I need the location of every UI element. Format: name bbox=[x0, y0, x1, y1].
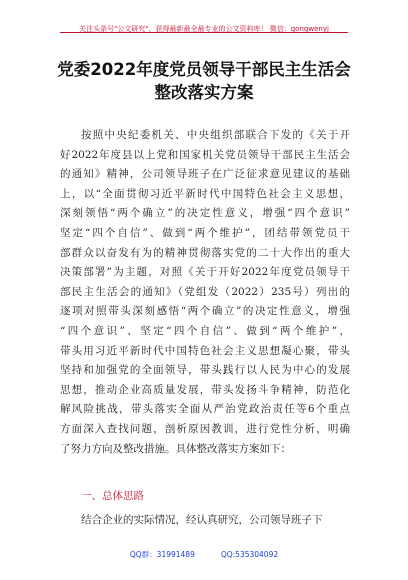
paragraph-line: 结合企业的实际情况，经认真研究，公司领导班子下 bbox=[81, 514, 323, 526]
paragraph-line: 的通知》精神，公司领导班子在广泛征求意见建议的基础 bbox=[60, 168, 350, 181]
paragraph-line: 逐项对照带头深刻感悟“两个确立”的决定性意义，增强 bbox=[60, 305, 350, 318]
header-banner-text: 关注头条号"公文研究"，获得最新最全最专业的公文资料库！ 微信：gongwenyj bbox=[79, 25, 329, 33]
paragraph-line: 方面深入查找问题，剖析原因教训，进行党性分析，明确 bbox=[60, 422, 350, 435]
paragraph-line: 深刻领悟“两个确立”的决定性意义，增强“四个意识” bbox=[60, 207, 350, 220]
paragraph-line: 部民主生活会的通知》（党组发（2022）235号）列出的 bbox=[60, 285, 350, 298]
footer-qq-group: QQ群：31991489 bbox=[129, 550, 195, 559]
paragraph-1 bbox=[60, 126, 350, 459]
document-title bbox=[0, 58, 408, 104]
paragraph-line: 思想，推动企业高质量发展，带头发扬斗争精神，防范化 bbox=[60, 383, 350, 396]
document-title-line-2: 整改落实方案 bbox=[154, 83, 254, 102]
paragraph-line: “四个意识”、坚定“四个自信”、做到“两个维护”， bbox=[60, 324, 350, 337]
paragraph-line: 坚持和加强党的全面领导，带头践行以人民为中心的发展 bbox=[60, 364, 350, 377]
paragraph-line: 带头用习近平新时代中国特色社会主义思想凝心聚，带头 bbox=[60, 344, 350, 357]
header-banner bbox=[60, 16, 348, 33]
paragraph-line: 部群众以奋发有为的精神贯彻落实党的二十大作出的重大 bbox=[60, 246, 350, 259]
footer-contact bbox=[0, 549, 408, 561]
paragraph-line: 决策部署”为主题，对照《关于开好2022年度党员领导干 bbox=[60, 266, 350, 279]
footer-qq: QQ:535304092 bbox=[220, 550, 279, 559]
section-heading-overall-approach: 一、总体思路 bbox=[81, 490, 144, 502]
paragraph-line: 解风险挑战，带头落实全面从严治党政治责任等6个重点 bbox=[60, 403, 350, 416]
paragraph-line: 了努力方向及整改措施。具体整改落实方案如下： bbox=[60, 442, 291, 455]
document-title-line-1: 党委2022年度党员领导干部民主生活会 bbox=[57, 60, 351, 79]
paragraph-line: 好2022年度县以上党和国家机关党员领导干部民主生活会 bbox=[60, 148, 350, 161]
paragraph-line: 上，以“全面贯彻习近平新时代中国特色社会主义思想， bbox=[60, 187, 350, 200]
paragraph-2 bbox=[60, 511, 350, 531]
paragraph-line: 按照中央纪委机关、中央组织部联合下发的《关于开 bbox=[81, 129, 350, 141]
paragraph-line: 坚定“四个自信”、做到“两个维护”，团结带领党员干 bbox=[60, 226, 350, 239]
